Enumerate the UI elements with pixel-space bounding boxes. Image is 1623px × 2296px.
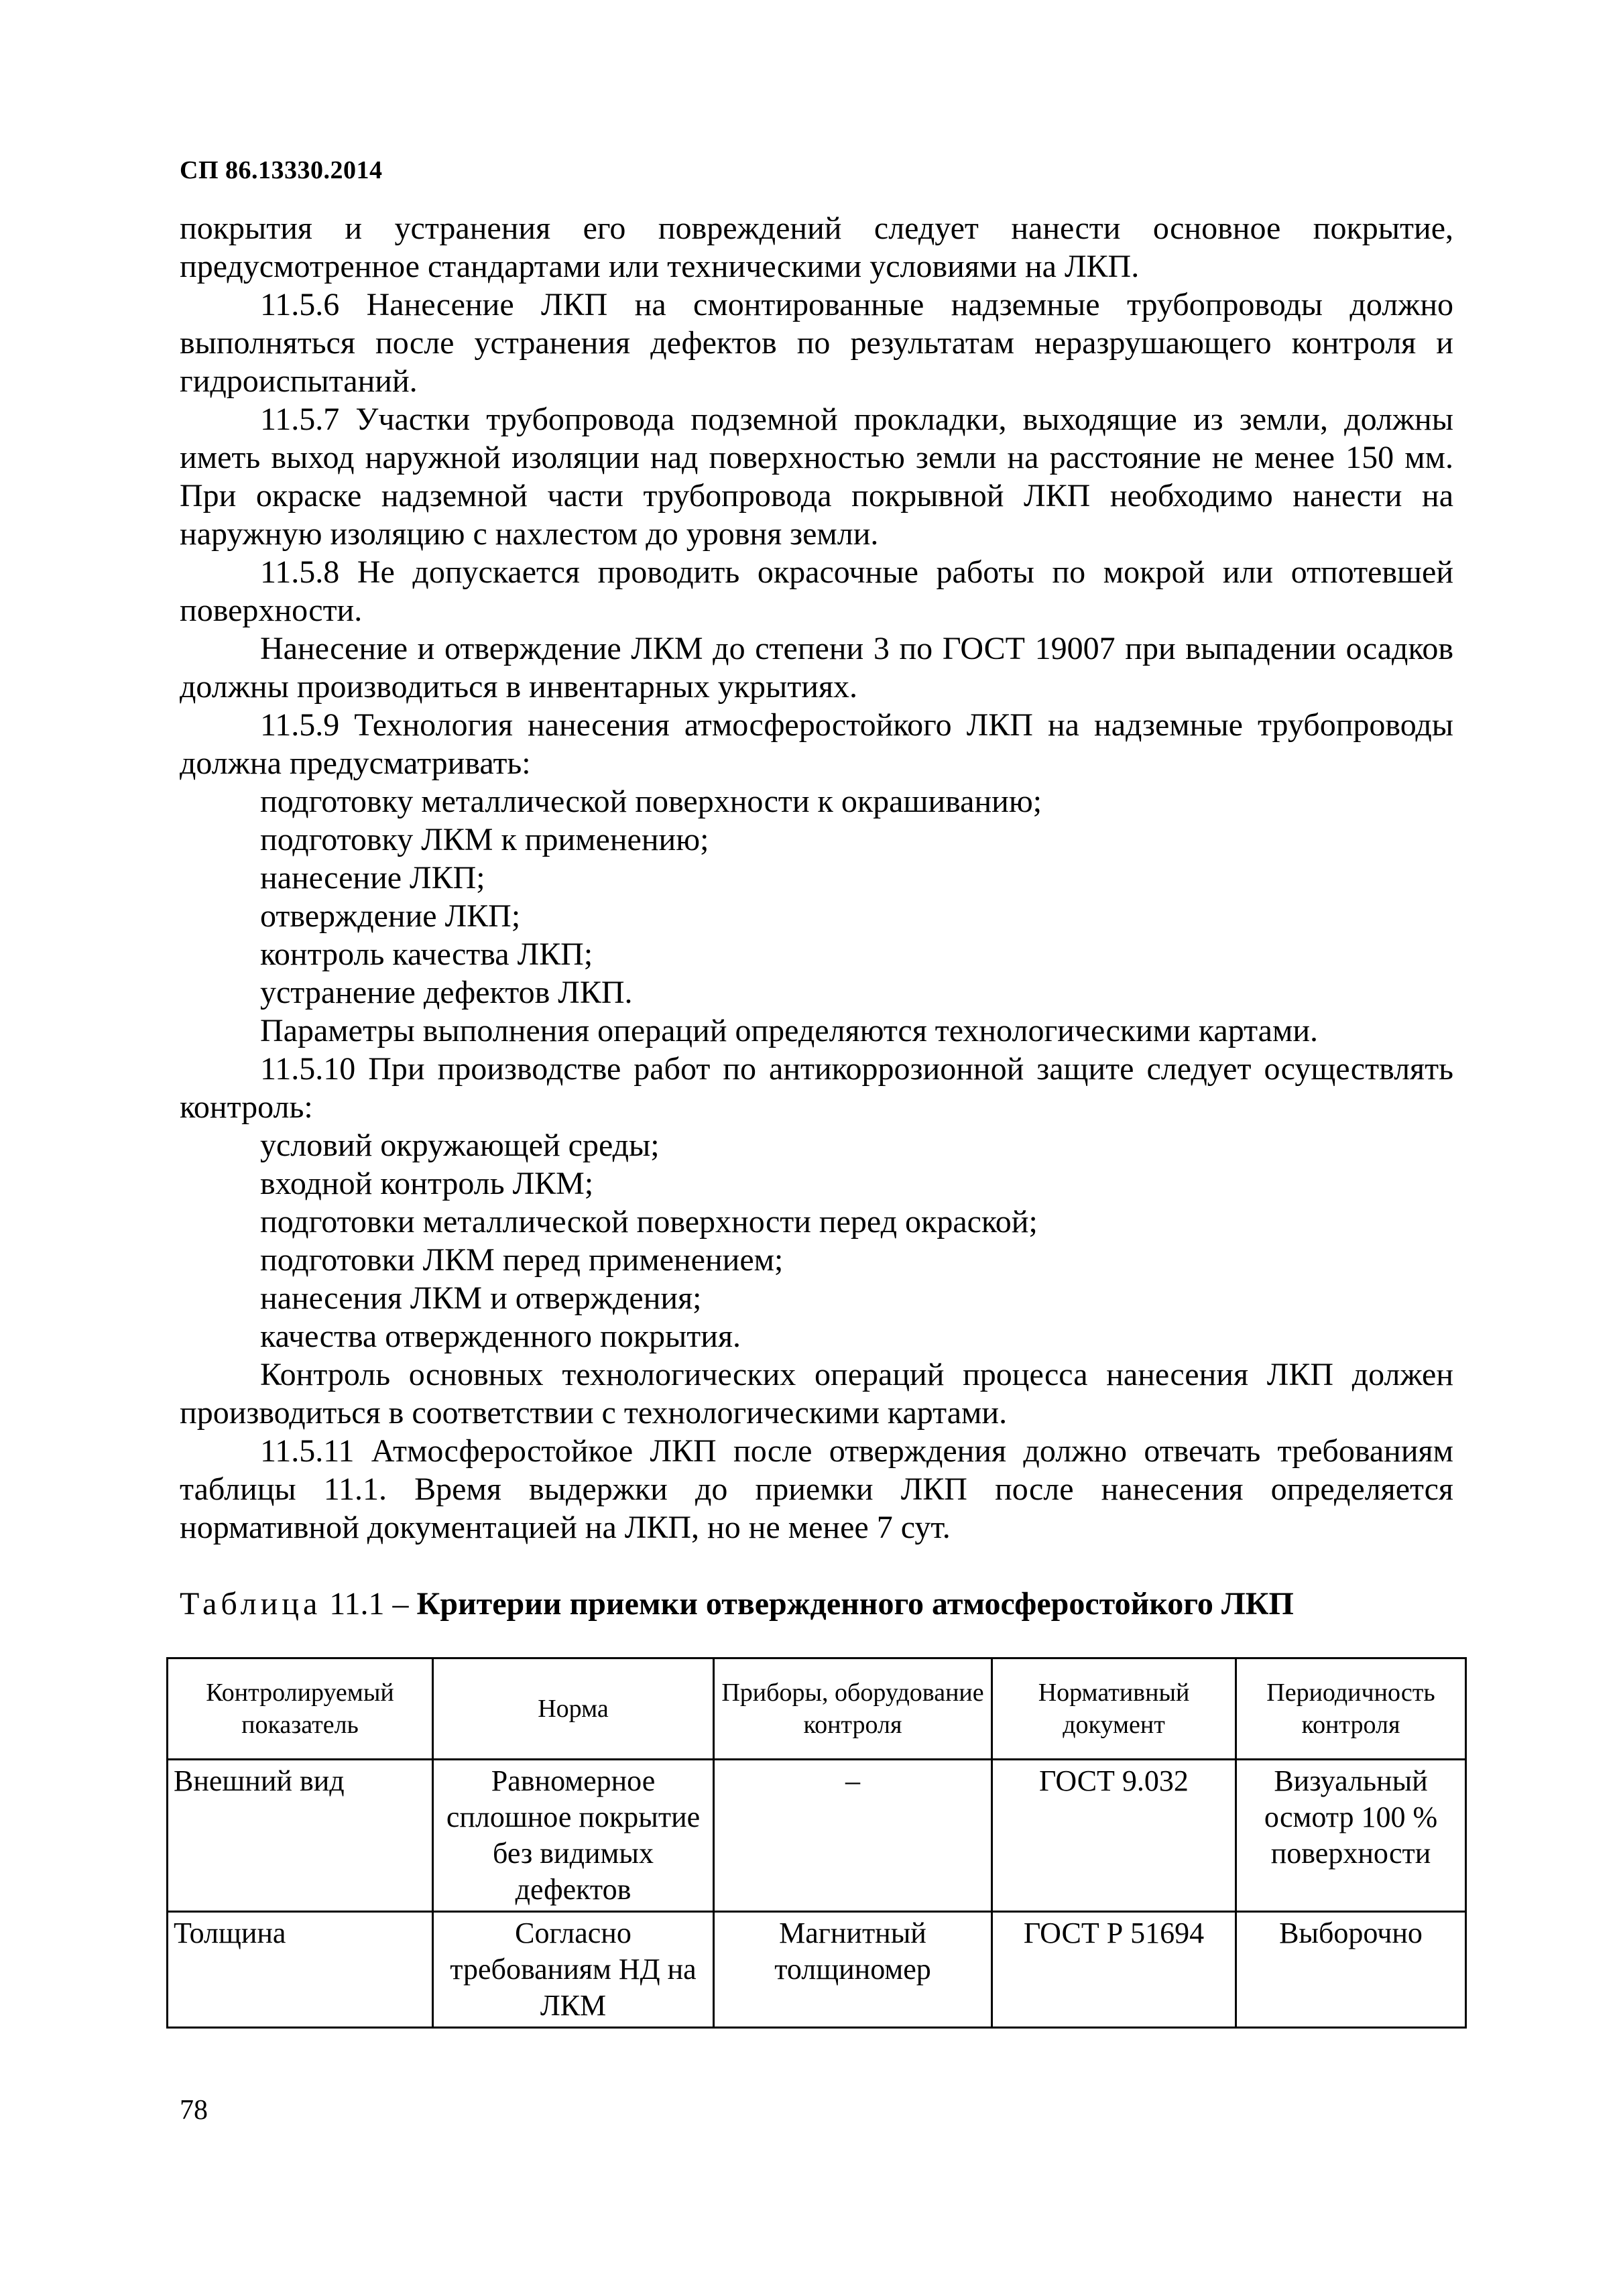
- table-cell: Равномерное сплошное покрытие без видимых дефектов: [433, 1760, 714, 1912]
- table-cell: Внешний вид: [168, 1760, 433, 1912]
- list-item: подготовки ЛКМ перед применением;: [260, 1242, 784, 1278]
- table-row: [168, 1912, 1466, 2028]
- document-code: СП 86.13330.2014: [180, 156, 383, 184]
- list-item: качества отвержденного покрытия.: [260, 1319, 741, 1354]
- column-header: Контролируемый показатель: [168, 1658, 433, 1760]
- paragraph-11-5-7: 11.5.7 Участки трубопровода подземной прокладки, выходящие из земли, должны иметь выход наружной изоляции над поверхностью земли на расстояние не менее 150 мм. При окраске надземной части трубопровода покрывной ЛКП необходимо нанести на наружную изоляцию с нахлестом до уровня земли.: [180, 402, 1453, 552]
- criteria-table: [166, 1657, 1467, 2029]
- paragraph: Нанесение и отверждение ЛКМ до степени 3 по ГОСТ 19007 при выпадении осадков должны производиться в инвентарных укрытиях.: [180, 631, 1453, 705]
- table-row: [168, 1760, 1466, 1912]
- list-item: отверждение ЛКП;: [260, 898, 521, 934]
- list-item: контроль качества ЛКП;: [260, 936, 593, 972]
- table-cell: Визуальный осмотр 100 % поверхности: [1236, 1760, 1466, 1912]
- table-cell: Выборочно: [1236, 1912, 1466, 2028]
- paragraph: Параметры выполнения операций определяются технологическими картами.: [260, 1013, 1319, 1048]
- page-number: 78: [180, 2095, 208, 2126]
- paragraph-11-5-9: 11.5.9 Технология нанесения атмосферостойкого ЛКП на надземные трубопроводы должна предусматривать:: [180, 707, 1453, 781]
- column-header: Норма: [433, 1658, 714, 1760]
- column-header: Нормативный документ: [992, 1658, 1236, 1760]
- list-item: нанесение ЛКП;: [260, 860, 485, 896]
- list-item: нанесения ЛКМ и отверждения;: [260, 1280, 702, 1316]
- column-header: Приборы, оборудование контроля: [714, 1658, 992, 1760]
- table-cell: Согласно требованиям НД на ЛКМ: [433, 1912, 714, 2028]
- table-caption-number: 11.1 –: [321, 1586, 417, 1622]
- list-item: подготовки металлической поверхности перед окраской;: [260, 1204, 1038, 1240]
- table-header-row: [168, 1658, 1466, 1760]
- table-cell: –: [714, 1760, 992, 1912]
- paragraph-11-5-6: 11.5.6 Нанесение ЛКП на смонтированные надземные трубопроводы должно выполняться после устранения дефектов по результатам неразрушающего контроля и гидроиспытаний.: [180, 287, 1453, 399]
- list-item: устранение дефектов ЛКП.: [260, 975, 633, 1010]
- table-cell: ГОСТ Р 51694: [992, 1912, 1236, 2028]
- list-item: условий окружающей среды;: [260, 1128, 660, 1163]
- paragraph-11-5-8: 11.5.8 Не допускается проводить окрасочные работы по мокрой или отпотевшей поверхности.: [180, 554, 1453, 628]
- paragraph: покрытия и устранения его повреждений следует нанести основное покрытие,: [180, 210, 1453, 246]
- table-caption-title: Критерии приемки отвержденного атмосферостойкого ЛКП: [416, 1586, 1294, 1622]
- list-item: подготовку металлической поверхности к окрашиванию;: [260, 784, 1042, 819]
- table-caption-prefix: Таблица: [180, 1586, 322, 1622]
- paragraph: Контроль основных технологических операций процесса нанесения ЛКП должен производиться в соответствии с технологическими картами.: [180, 1357, 1453, 1431]
- list-item: подготовку ЛКМ к применению;: [260, 822, 709, 857]
- paragraph-11-5-10: 11.5.10 При производстве работ по антикоррозионной защите следует осуществлять контроль:: [180, 1051, 1453, 1125]
- table-cell: Магнитный толщиномер: [714, 1912, 992, 2028]
- column-header: Периодичность контроля: [1236, 1658, 1466, 1760]
- list-item: входной контроль ЛКМ;: [260, 1166, 594, 1201]
- body-text: [180, 209, 1453, 1547]
- table-caption: [180, 1584, 1453, 1624]
- table-cell: ГОСТ 9.032: [992, 1760, 1236, 1912]
- paragraph-11-5-11: 11.5.11 Атмосферостойкое ЛКП после отверждения должно отвечать требованиям таблицы 11.1. Время выдержки до приемки ЛКП после нанесения определяется нормативной документацией на ЛКП, но не менее 7 сут.: [180, 1433, 1453, 1545]
- table-cell: Толщина: [168, 1912, 433, 2028]
- paragraph: предусмотренное стандартами или техническими условиями на ЛКП.: [180, 249, 1140, 284]
